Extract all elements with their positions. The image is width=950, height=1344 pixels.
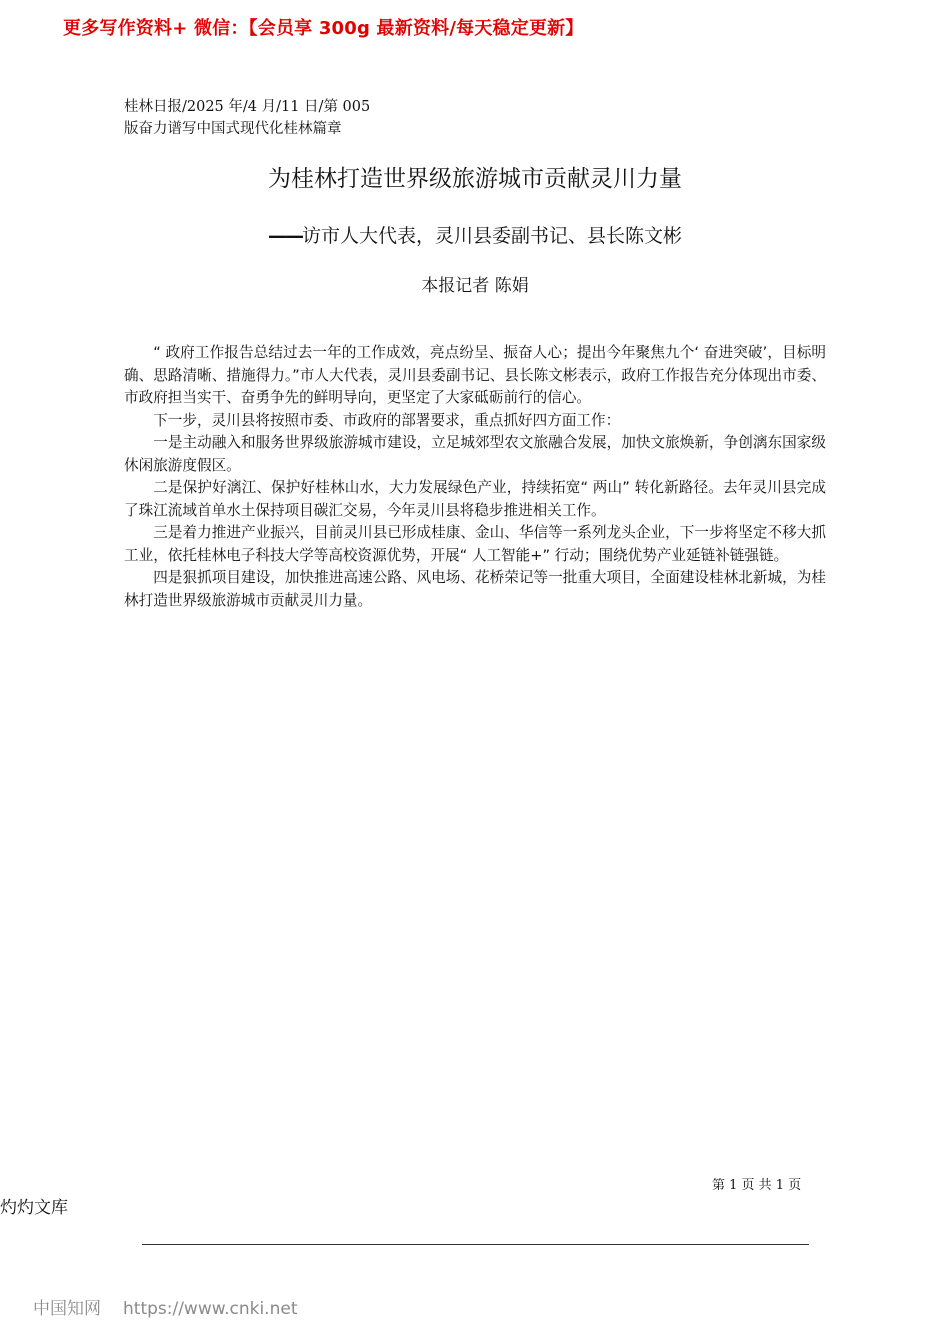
library-name: 灼灼文库 — [0, 1198, 68, 1218]
footer-site-name: 中国知网 — [33, 1299, 101, 1319]
subtitle-dash: —— — [267, 225, 302, 247]
page-number: 第 1 页 共 1 页 — [712, 1178, 802, 1193]
article-body — [124, 342, 826, 612]
footer-site-url[interactable]: https://www.cnki.net — [123, 1299, 298, 1319]
article-title: 为桂林打造世界级旅游城市贡献灵川力量 — [268, 166, 682, 192]
promo-banner: 更多写作资料+ 微信：【会员享 300g 最新资料/每天稳定更新】 — [63, 18, 584, 39]
source-line-1: 桂林日报/2025 年/4 月/11 日/第 005 — [124, 99, 371, 115]
article-paragraph: “ 政府工作报告总结过去一年的工作成效，亮点纷呈、振奋人心；提出今年聚焦九个‘ 奋进突破’，目标明确、思路清晰、措施得力。”市人大代表，灵川县委副书记、县长陈文彬表示，政府工作报告充分体现出市委、市政府担当实干、奋勇争先的鲜明导向，更坚定了大家砥砺前行的信心。 — [124, 344, 826, 406]
article-byline: 本报记者 陈娟 — [421, 276, 529, 296]
article-subtitle — [0, 221, 950, 248]
footer-divider — [142, 1244, 809, 1245]
article-paragraph: 二是保护好漓江、保护好桂林山水，大力发展绿色产业，持续拓宽“ 两山” 转化新路径。去年灵川县完成了珠江流域首单水土保持项目碳汇交易，今年灵川县将稳步推进相关工作。 — [124, 479, 826, 519]
footer — [33, 1294, 297, 1319]
article-paragraph: 一是主动融入和服务世界级旅游城市建设，立足城郊型农文旅融合发展，加快文旅焕新，争创漓东国家级休闲旅游度假区。 — [124, 434, 826, 474]
article-paragraph: 三是着力推进产业振兴，目前灵川县已形成桂康、金山、华信等一系列龙头企业，下一步将坚定不移大抓工业，依托桂林电子科技大学等高校资源优势，开展“ 人工智能+” 行动；围绕优势产业延链补链强链。 — [124, 524, 826, 564]
subtitle-text: 访市人大代表，灵川县委副书记、县长陈文彬 — [301, 225, 682, 247]
article-paragraph: 下一步，灵川县将按照市委、市政府的部署要求，重点抓好四方面工作： — [153, 411, 621, 429]
source-line-2: 版奋力谱写中国式现代化桂林篇章 — [124, 121, 342, 137]
article-paragraph: 四是狠抓项目建设，加快推进高速公路、风电场、花桥荣记等一批重大项目，全面建设桂林北新城，为桂林打造世界级旅游城市贡献灵川力量。 — [124, 569, 826, 609]
